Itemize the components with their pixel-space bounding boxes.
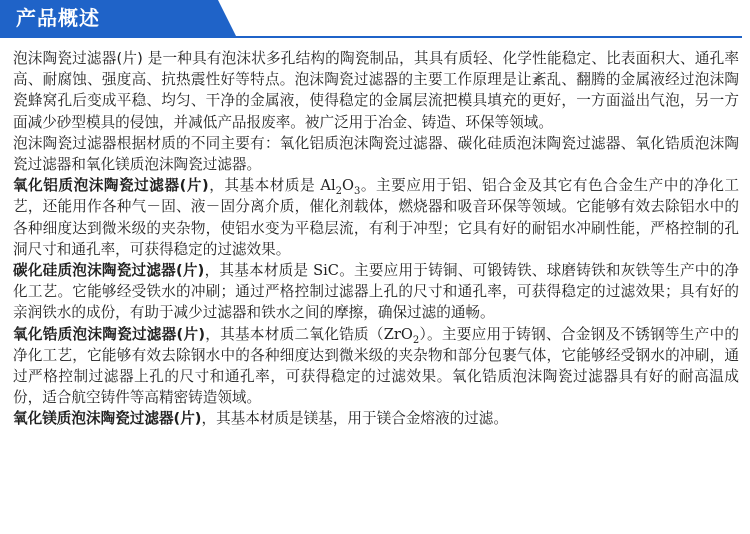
zirconia-heading: 氧化锆质泡沫陶瓷过滤器(片) (13, 325, 206, 343)
sic-lead: ，其基本材质是 (204, 262, 314, 280)
magnesia-heading: 氧化镁质泡沫陶瓷过滤器(片) (13, 410, 202, 428)
magnesia-body: ，其基本材质是镁基，用于镁合金熔液的过滤。 (201, 410, 508, 428)
zirconia-paragraph (13, 324, 739, 409)
zirconia-body: ）。主要应用于铸钢、合金钢及不锈钢等生产中的净化工艺，它能够有效去除钢水中的各种细度达到微米级的夹杂物和部分包裹气体，它能够经受钢水的冲刷，通过严格控制过滤器上孔的尺寸和通孔率，可获得稳定的过滤效果。氧化锆质泡沫陶瓷过滤器具有好的耐高温成份，适合航空铸件等高精密铸造领域。 (13, 325, 739, 407)
product-overview-content (13, 48, 739, 430)
intro-paragraph: 泡沫陶瓷过滤器(片) 是一种具有泡沫状多孔结构的陶瓷制品，其具有质轻、化学性能稳定、比表面积大、通孔率高、耐腐蚀、强度高、抗热震性好等特点。泡沫陶瓷过滤器的主要工作原理是让紊乱、翻腾的金属液经过泡沫陶瓷蜂窝孔后变成平稳、均匀、干净的金属液，使得稳定的金属层流把模具填充的更好，一方面溢出气泡，另一方面减少砂型模具的侵蚀，并减低产品报废率。被广泛用于冶金、铸造、环保等领域。 (13, 50, 739, 131)
alumina-heading: 氧化铝质泡沫陶瓷过滤器(片) (13, 177, 209, 195)
alumina-paragraph (13, 175, 739, 260)
sic-body: 。主要应用于铸铜、可锻铸铁、球磨铸铁和灰铁等生产中的净化工艺。它能够经受铁水的冲刷；通过严格控制过滤器上孔的尺寸和通孔率，可获得稳定的过滤效果；具有好的亲润铁水的成份，有助于减少过滤器和铁水之间的摩擦，确保过滤的通畅。 (13, 262, 739, 322)
magnesia-paragraph (13, 408, 739, 429)
alumina-body: 。主要应用于铝、铝合金及其它有色合金生产中的净化工艺，还能用作各种气－固、液－固分离介质，催化剂载体，燃烧器和吸音环保等领域。它能够有效去除铝水中的各种细度达到微米级的夹杂物，使铝水变为平稳层流，有利于冲型；它具有好的耐铝水冲刷性能，严格控制的孔洞尺寸和通孔率，可获得稳定的过滤效果。 (13, 177, 739, 258)
zirconia-lead: ，其基本材质二氧化锆质（ (205, 325, 384, 343)
sic-paragraph (13, 260, 739, 324)
section-title: 产品概述 (16, 6, 100, 30)
alumina-lead: ，其基本材质是 (208, 177, 321, 195)
sic-heading: 碳化硅质泡沫陶瓷过滤器(片) (13, 262, 205, 280)
header-underline (0, 36, 742, 38)
sic-formula: SiC (313, 262, 339, 280)
alumina-formula: $Al_2O_3$ (320, 177, 361, 198)
section-header (0, 0, 750, 40)
zirconia-formula: ZrO$_2$ (383, 325, 420, 346)
types-paragraph: 泡沫陶瓷过滤器根据材质的不同主要有：氧化铝质泡沫陶瓷过滤器、碳化硅质泡沫陶瓷过滤器、氧化锆质泡沫陶瓷过滤器和氧化镁质泡沫陶瓷过滤器。 (13, 134, 739, 174)
